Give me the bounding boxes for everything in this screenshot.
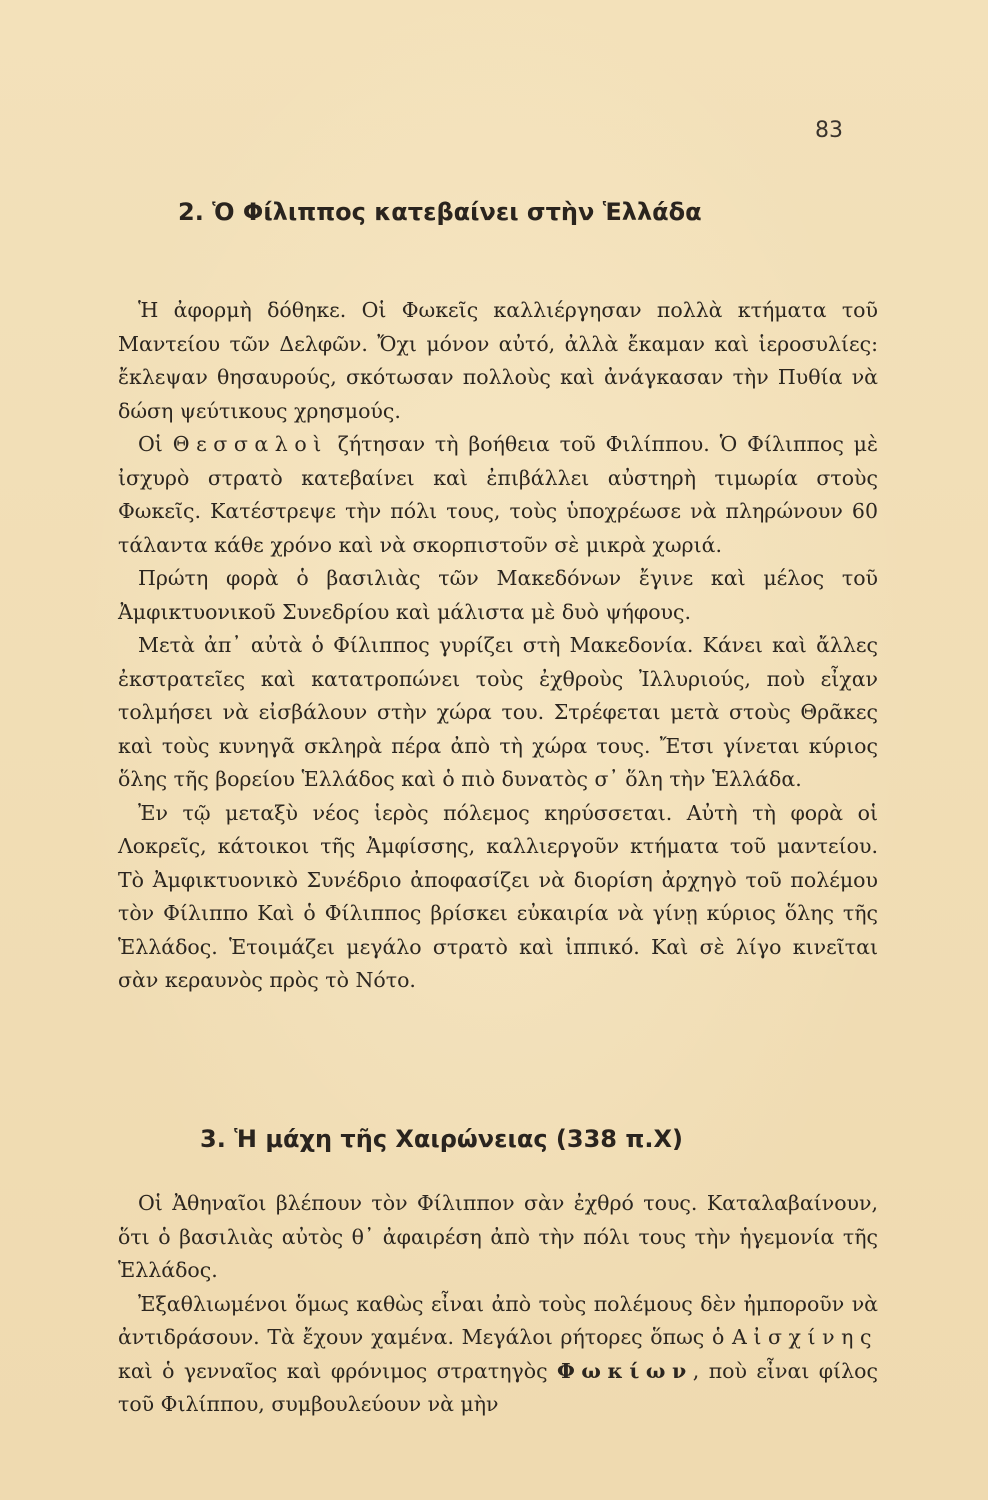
emphasized-name-thessalians: Θεσσαλοὶ [172, 432, 328, 456]
paragraph [118, 294, 878, 428]
emphasized-name-phocion: Φωκίων [557, 1358, 693, 1383]
paragraph-text: Ἐξαθλιωμένοι ὅμως καθὼς εἶναι ἀπὸ τοὺς πολέμους δὲν ἠμποροῦν νὰ ἀντιδράσουν. Τὰ ἔχουν χαμένα. Μεγάλοι ρήτορες ὅπως ὁ [118, 1291, 878, 1349]
paragraph [118, 428, 878, 562]
section-heading-battle-chaeronea: 3. Ἡ μάχη τῆς Χαιρώνειας (338 π.Χ) [200, 1125, 683, 1153]
paragraph-text: Πρώτη φορὰ ὁ βασιλιὰς τῶν Μακεδόνων ἔγινε καὶ μέλος τοῦ Ἀμφικτυονικοῦ Συνεδρίου καὶ μάλιστα μὲ δυὸ ψήφους. [118, 566, 878, 624]
section-heading-philip-descends: 2. Ὁ Φίλιππος κατεβαίνει στὴν Ἑλλάδα [178, 198, 702, 226]
paragraph [118, 1187, 878, 1288]
paragraph-text: καὶ ὁ γενναῖος καὶ φρόνιμος στρατηγὸς [118, 1358, 557, 1383]
paragraph-text: ζήτησαν τὴ βοήθεια τοῦ Φιλίππου. Ὁ Φίλιππος μὲ ἰσχυρὸ στρατὸ κατεβαίνει καὶ ἐπιβάλλει αὐστηρὴ τιμωρία στοὺς Φωκεῖς. Κατέστρεψε τὴν πόλι τους, τοὺς ὑποχρέωσε νὰ πληρώνουν 60 τάλαντα κάθε χρόνο καὶ νὰ σκορπιστοῦν σὲ μικρὰ χωριά. [118, 432, 878, 557]
paragraph [118, 562, 878, 629]
emphasized-name-aeschines: Αἰσχίνης [731, 1325, 878, 1349]
paragraph-text: Οἱ [138, 432, 173, 456]
paragraph [118, 629, 878, 797]
paragraph-text: Ἡ ἀφορμὴ δόθηκε. Οἱ Φωκεῖς καλλιέργησαν πολλὰ κτήματα τοῦ Μαντείου τῶν Δελφῶν. Ὄχι μόνον αὐτό, ἀλλὰ ἔκαμαν καὶ ἱεροσυλίες: ἔκλεψαν θησαυρούς, σκότωσαν πολλοὺς καὶ ἀνάγκασαν τὴν Πυθία νὰ δώση ψεύτικους χρησμούς. [118, 298, 878, 423]
page-number: 83 [815, 118, 843, 143]
section-body-battle-chaeronea [118, 1187, 878, 1422]
section-body-philip-descends [118, 294, 878, 998]
paragraph-text: , ποὺ εἶναι φίλος τοῦ Φιλίππου, συμβουλεύουν νὰ μὴν [118, 1358, 878, 1416]
paragraph-text: Οἱ Ἀθηναῖοι βλέπουν τὸν Φίλιππον σὰν ἐχθρό τους. Καταλαβαίνουν, ὅτι ὁ βασιλιὰς αὐτὸς θ᾿ ἀφαιρέση ἀπὸ τὴν πόλι τους τὴν ἡγεμονία τῆς Ἑλλάδος. [118, 1191, 878, 1282]
paragraph [118, 1288, 878, 1422]
paragraph-text: Ἐν τῷ μεταξὺ νέος ἱερὸς πόλεμος κηρύσσεται. Αὐτὴ τὴ φορὰ οἱ Λοκρεῖς, κάτοικοι τῆς Ἀμφίσσης, καλλιεργοῦν κτήματα τοῦ μαντείου. Τὸ Ἀμφικτυονικὸ Συνέδριο ἀποφασίζει νὰ διορίση ἀρχηγὸ τοῦ πολέμου τὸν Φίλιππο Καὶ ὁ Φίλιππος βρίσκει εὐκαιρία νὰ γίνῃ κύριος ὅλης τῆς Ἑλλάδος. Ἑτοιμάζει μεγάλο στρατὸ καὶ ἱππικό. Καὶ σὲ λίγο κινεῖται σὰν κεραυνὸς πρὸς τὸ Νότο. [118, 800, 878, 992]
paragraph [118, 797, 878, 998]
paragraph-text: Μετὰ ἀπ᾿ αὐτὰ ὁ Φίλιππος γυρίζει στὴ Μακεδονία. Κάνει καὶ ἄλλες ἐκστρατεῖες καὶ κατατροπώνει τοὺς ἐχθροὺς Ἰλλυριούς, ποὺ εἶχαν τολμήσει νὰ εἰσβάλουν στὴν χώρα του. Στρέφεται μετὰ στοὺς Θρᾶκες καὶ τοὺς κυνηγᾶ σκληρὰ πέρα ἀπὸ τὴ χώρα τους. Ἔτσι γίνεται κύριος ὅλης τῆς βορείου Ἑλλάδος καὶ ὁ πιὸ δυνατὸς σ᾿ ὅλη τὴν Ἑλλάδα. [118, 633, 878, 791]
